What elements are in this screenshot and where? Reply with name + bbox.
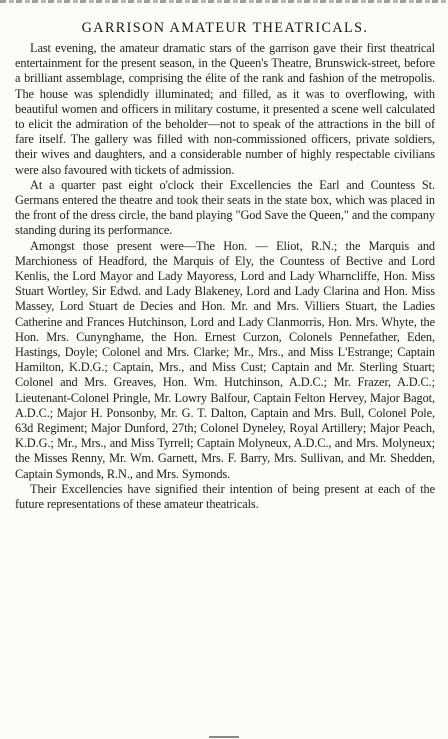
article-paragraph-2: At a quarter past eight o'clock their Excellencies the Earl and Countess St. Germans entered the theatre and took their seats in the state box, which was placed in the front of the dress circle, the band playing "God Save the Queen," and the company standing during its performance. — [15, 177, 435, 238]
article-body — [15, 41, 435, 512]
top-column-rule — [0, 0, 448, 3]
article-headline: GARRISON AMATEUR THEATRICALS. — [81, 20, 369, 36]
article-paragraph-1: Last evening, the amateur dramatic stars of the garrison gave their first theatrical entertainment for the present season, in the Queen's Theatre, Brunswick-street, before a brilliant assemblage, comprising the élite of the rank and fashion of the metropolis. The house was splendidly illuminated; and filled, as it was to overflowing, with beautiful women and officers in military costume, it presented a scene well calculated to elicit the admiration of the beholder—not to speak of the attractions in the bill of fare itself. The gallery was filled with non-commissioned officers, private soldiers, their wives and daughters, and a considerable number of highly respectable civilians were also favoured with tickets of admission. — [15, 41, 435, 177]
article-paragraph-4: Their Excellencies have signified their intention of being present at each of the future representations of these amateur theatricals. — [15, 481, 435, 512]
bottom-column-rule — [209, 736, 239, 738]
article-paragraph-3: Amongst those present were—The Hon. — Eliot, R.N.; the Marquis and Marchioness of Headford, the Marquis of Ely, the Countess of Bective and Lord Kenlis, the Lord Mayor and Lady Mayoress, Lord and Lady Wharncliffe, Hon. Miss Stuart Wortley, Sir Edwd. and Lady Blakeney, Lord and Lady Clarina and Hon. Miss Massey, Lord Stuart de Decies and Hon. Mr. and Mrs. Villiers Stuart, the Ladies Catherine and Frances Hutchinson, Lord and Lady Clanmorris, Hon. Mrs. Whyte, the Hon. Mrs. Cunynghame, the Hon. Ernest Curzon, Colonels Pennefather, Eden, Hastings, Doyle; Colonel and Mrs. Clarke; Mr., Mrs., and Miss L'Estrange; Captain Hamilton, K.D.G.; Captain, Mrs., and Miss Cust; Captain and Mr. Sterling Stuart; Colonel and Mrs. Greaves, Hon. Wm. Hutchinson, A.D.C.; Mr. Frazer, A.D.C.; Lieutenant-Colonel Pringle, Mr. Lowry Balfour, Captain Felton Hervey, Major Bagot, A.D.C.; Major H. Ponsonby, Mr. G. T. Dalton, Captain and Mrs. Bull, Colonel Pole, 63d Regiment; Major Dunford, 27th; Colonel Dyneley, Royal Artillery; Major Peach, K.D.G.; Mr., Mrs., and Miss Tyrrell; Captain Molyneux, A.D.C., and Mrs. Molyneux; the Misses Renny, Mr. Wm. Garnett, Mrs. F. Barry, Mrs. Sullivan, and Mr. Shedden, Captain Symonds, R.N., and Mrs. Symonds. — [15, 238, 435, 481]
